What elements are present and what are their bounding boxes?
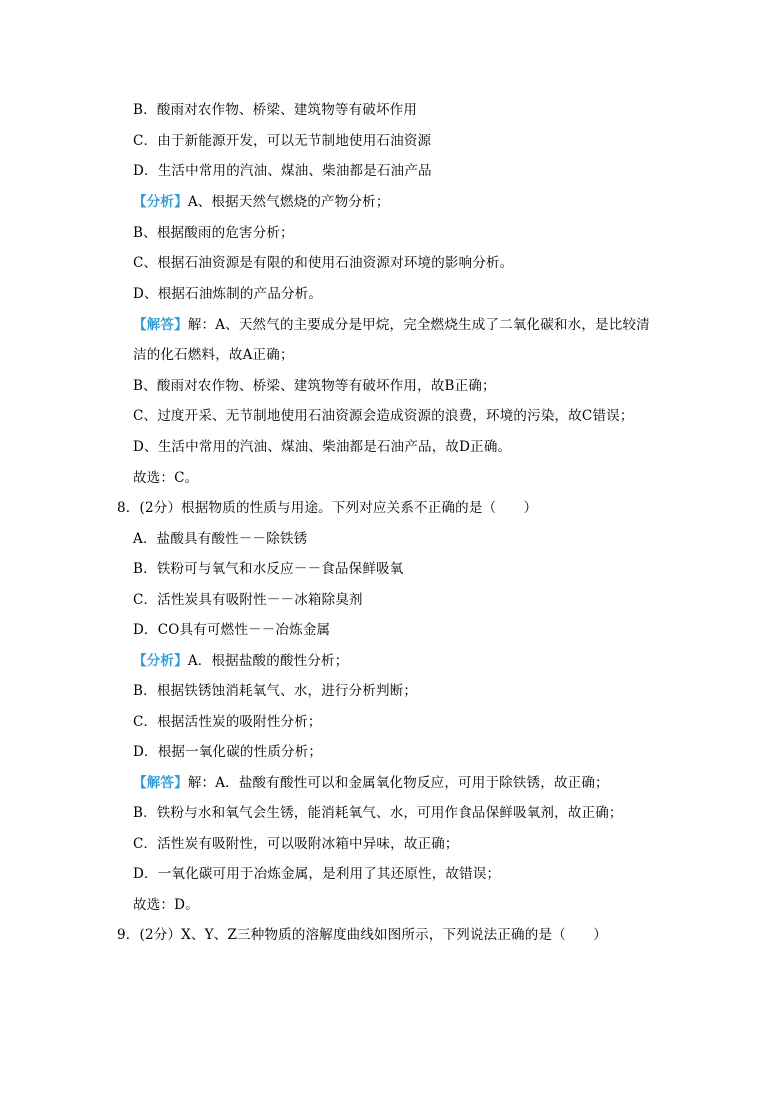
q8-answer-b: B．铁粉与水和氧气会生锈，能消耗氧气、水，可用作食品保鲜吸氧剂，故正确； [133, 805, 623, 821]
q8-option-c: C．活性炭具有吸附性－－冰箱除臭剂 [133, 592, 363, 608]
q8-analysis-line-a [133, 652, 348, 670]
q9-stem: 9．(2分）X、Y、Z三种物质的溶解度曲线如图所示，下列说法正确的是（ ） [117, 927, 607, 943]
q7-answer-line-a [133, 316, 650, 334]
q8-answer-a: 解：A．盐酸有酸性可以和金属氧化物反应，可用于除铁锈，故正确； [187, 775, 609, 791]
q8-analysis-c: C．根据活性炭的吸附性分析； [133, 714, 322, 730]
q7-answer-b: B、酸雨对农作物、桥梁、建筑物等有破坏作用，故B正确； [133, 378, 496, 394]
q7-answer-a1: 解：A、天然气的主要成分是甲烷，完全燃烧生成了二氧化碳和水，是比较清 [187, 317, 650, 333]
q8-option-d: D．CO具有可燃性－－冶炼金属 [133, 622, 331, 638]
q8-analysis-a: A．根据盐酸的酸性分析； [187, 653, 349, 669]
q7-option-d: D．生活中常用的汽油、煤油、柴油都是石油产品 [133, 163, 432, 179]
q7-answer-tag: 【解答】 [133, 317, 188, 333]
q7-analysis-d: D、根据石油炼制的产品分析。 [133, 286, 323, 302]
q7-answer-d: D、生活中常用的汽油、煤油、柴油都是石油产品，故D正确。 [133, 439, 512, 455]
q7-analysis-b: B、根据酸雨的危害分析； [133, 225, 294, 241]
q7-analysis-tag: 【分析】 [133, 194, 188, 210]
q7-answer-c: C、过度开采、无节制地使用石油资源会造成资源的浪费，环境的污染，故C错误； [133, 408, 634, 424]
q8-analysis-tag: 【分析】 [133, 653, 188, 669]
q8-stem: 8．(2分）根据物质的性质与用途。下列对应关系不正确的是（ ） [117, 500, 538, 516]
q7-analysis-line-a [133, 193, 390, 211]
q8-answer-line-a [133, 774, 609, 792]
q8-analysis-b: B．根据铁锈蚀消耗氧气、水，进行分析判断； [133, 683, 418, 699]
q8-answer-c: C．活性炭有吸附性，可以吸附冰箱中异味，故正确； [133, 836, 459, 852]
q7-answer-a2: 洁的化石燃料，故A正确； [133, 347, 294, 363]
q7-option-b: B．酸雨对农作物、桥梁、建筑物等有破坏作用 [133, 102, 418, 118]
q8-option-b: B．铁粉可与氧气和水反应－－食品保鲜吸氧 [133, 561, 404, 577]
q7-choice: 故选：C。 [133, 470, 199, 486]
q7-option-c: C．由于新能源开发，可以无节制地使用石油资源 [133, 133, 432, 149]
q8-choice: 故选：D。 [133, 897, 199, 913]
q7-analysis-a: A、根据天然气燃烧的产物分析； [187, 194, 390, 210]
q8-option-a: A．盐酸具有酸性－－除铁锈 [133, 531, 308, 547]
q7-analysis-c: C、根据石油资源是有限的和使用石油资源对环境的影响分析。 [133, 255, 514, 271]
q8-answer-tag: 【解答】 [133, 775, 188, 791]
q8-analysis-d: D．根据一氧化碳的性质分析； [133, 744, 323, 760]
q8-answer-d: D．一氧化碳可用于冶炼金属，是利用了其还原性，故错误； [133, 866, 501, 882]
